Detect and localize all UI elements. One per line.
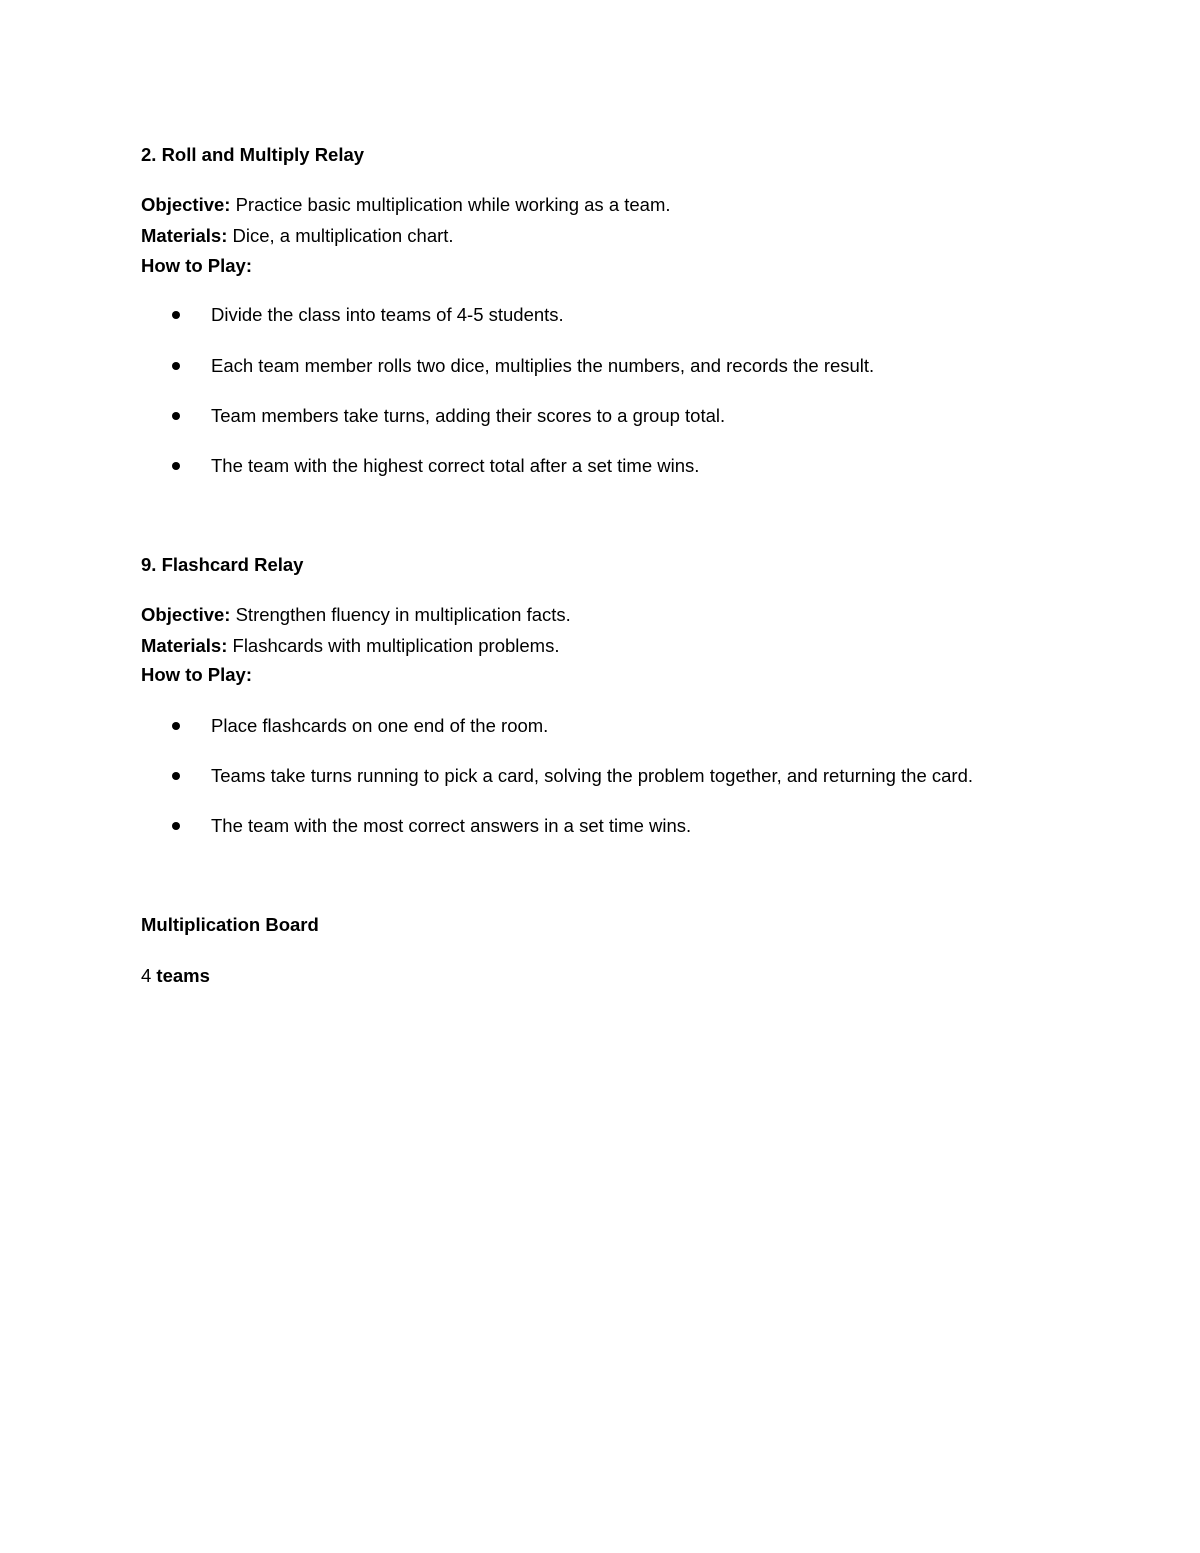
how-to-play-label: How to Play: [141,664,253,685]
materials-text: Flashcards with multiplication problems. [227,635,560,656]
materials-line [141,224,454,248]
list-item-text: Each team member rolls two dice, multiplies the numbers, and records the result. [211,355,875,376]
materials-text: Dice, a multiplication chart. [227,225,454,246]
objective-line [141,603,571,627]
objective-label: Objective: [141,604,231,625]
bullet-icon [172,772,180,780]
section-heading: 2. Roll and Multiply Relay [141,144,365,165]
objective-label: Objective: [141,194,231,215]
objective-text: Practice basic multiplication while working as a team. [230,194,671,215]
list-item-text: Place flashcards on one end of the room. [211,715,549,736]
objective-text: Strengthen fluency in multiplication facts. [230,604,571,625]
materials-label: Materials: [141,635,228,656]
materials-line [141,634,559,658]
list-item-text: The team with the most correct answers in a set time wins. [211,815,692,836]
section-heading: 9. Flashcard Relay [141,554,304,575]
bullet-icon [172,362,180,370]
bullet-icon [172,311,180,319]
objective-line [141,193,671,217]
how-to-play-label: How to Play: [141,255,253,276]
board-title: Multiplication Board [141,914,319,935]
list-item-text: Teams take turns running to pick a card, solving the problem together, and returning the card. [211,765,974,786]
team-count: 4 [141,965,152,986]
team-count-line [141,964,210,988]
list-item-text: Team members take turns, adding their scores to a group total. [211,405,726,426]
list-item-text: Divide the class into teams of 4-5 students. [211,304,564,325]
list-item-text: The team with the highest correct total after a set time wins. [211,455,700,476]
bullet-icon [172,722,180,730]
bullet-icon [172,462,180,470]
bullet-icon [172,822,180,830]
team-count-label: teams [151,965,210,986]
materials-label: Materials: [141,225,228,246]
bullet-icon [172,412,180,420]
